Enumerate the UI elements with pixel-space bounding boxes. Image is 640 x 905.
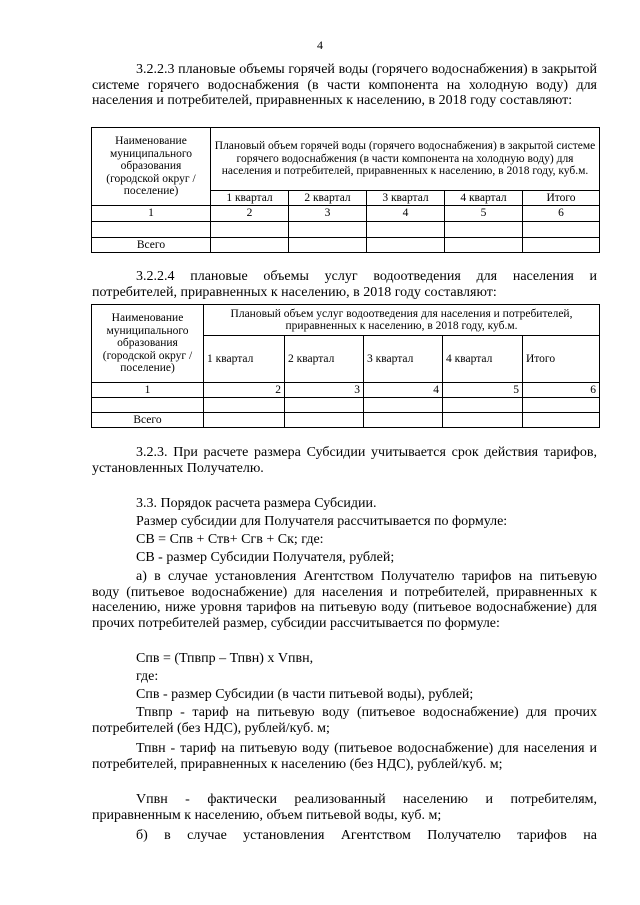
table-row (92, 238, 600, 253)
t2-col-q3: 3 квартал (364, 336, 443, 383)
definition-tpvn: Тпвн - тариф на питьевую воду (питьевое водоснабжение) для населения и потребителей, приравненных к населению (без НДС), рублей/куб. м; (92, 741, 597, 772)
table-row: 1 2 3 4 5 6 (92, 383, 600, 398)
paragraph-formula-intro: Размер субсидии для Получателя рассчитывается по формуле: (136, 514, 508, 529)
t2-group-header: Плановый объем услуг водоотведения для населения и потребителей, приравненных к населению, в 2018 году, куб.м. (204, 305, 600, 336)
formula-spv: Спв = (Тпвпр – Тпвн) х Vпвн, (136, 651, 314, 666)
t2-col-q2: 2 квартал (285, 336, 364, 383)
table-row: 1 2 3 4 5 6 (92, 206, 600, 222)
paragraph-b: б) в случае установления Агентством Получателю тарифов на (136, 828, 597, 843)
t2-col-total: Итого (523, 336, 600, 383)
t1-group-header: Плановый объем горячей воды (горячего водоснабжения) в закрытой системе горячего водоснабжения (в части компонента на холодную воду) для населения и потребителей, приравненных к населению, в 2018 году, куб.м. (211, 128, 600, 191)
page-number: 4 (317, 38, 323, 52)
definition-spv: Спв - размер Субсидии (в части питьевой воды), рублей; (136, 687, 474, 702)
table-row (92, 222, 600, 238)
t2-col-municipality-header: Наименование муниципального образования (городской округ / поселение) (92, 305, 204, 383)
formula-sv: СВ = Спв + Ств+ Сгв + Ск; где: (136, 532, 324, 547)
table-hot-water-volumes (91, 127, 600, 253)
table-row (92, 413, 600, 428)
t1-col-total: Итого (523, 191, 600, 206)
t1-col-q2: 2 квартал (289, 191, 367, 206)
t2-total-row-label: Всего (92, 413, 204, 428)
paragraph-a: а) в случае установления Агентством Получателю тарифов на питьевую воду (питьевое водоснабжение) для населения и потребителей, приравненных к населению, ниже уровня тарифов на питьевую воду (питьевое водоснабжение) для прочих потребителей размер, субсидии рассчитывается по формуле: (92, 569, 597, 631)
table-row (92, 398, 600, 413)
t1-col-q1: 1 квартал (211, 191, 289, 206)
where-label: где: (136, 669, 159, 684)
t1-col-municipality-header: Наименование муниципального образования (городской округ / поселение) (92, 128, 211, 206)
t2-col-q4: 4 квартал (443, 336, 523, 383)
paragraph-3-2-2-3: 3.2.2.3 плановые объемы горячей воды (горячего водоснабжения) в закрытой системе горячего водоснабжения (в части компонента на холодную воду) для населения и потребителей, приравненных к населению, в 2018 году составляют: (92, 62, 597, 108)
definition-tpvpr: Тпвпр - тариф на питьевую воду (питьевое водоснабжение) для прочих потребителей (без НДС), рублей/куб. м; (92, 705, 597, 736)
t1-col-q4: 4 квартал (445, 191, 523, 206)
t1-total-row-label: Всего (92, 238, 211, 253)
paragraph-3-2-3: 3.2.3. При расчете размера Субсидии учитывается срок действия тарифов, установленных Получателю. (92, 445, 597, 476)
definition-sv: СВ - размер Субсидии Получателя, рублей; (136, 550, 395, 565)
paragraph-3-3-heading: 3.3. Порядок расчета размера Субсидии. (136, 496, 377, 511)
table-wastewater-volumes (91, 304, 600, 428)
t1-col-q3: 3 квартал (367, 191, 445, 206)
t2-col-q1: 1 квартал (204, 336, 285, 383)
definition-vpvn: Vпвн - фактически реализованный населению и потребителям, приравненным к населению, объем питьевой воды, куб. м; (92, 792, 597, 823)
paragraph-3-2-2-4: 3.2.2.4 плановые объемы услуг водоотведения для населения и потребителей, приравненных к населению, в 2018 году составляют: (92, 269, 597, 300)
